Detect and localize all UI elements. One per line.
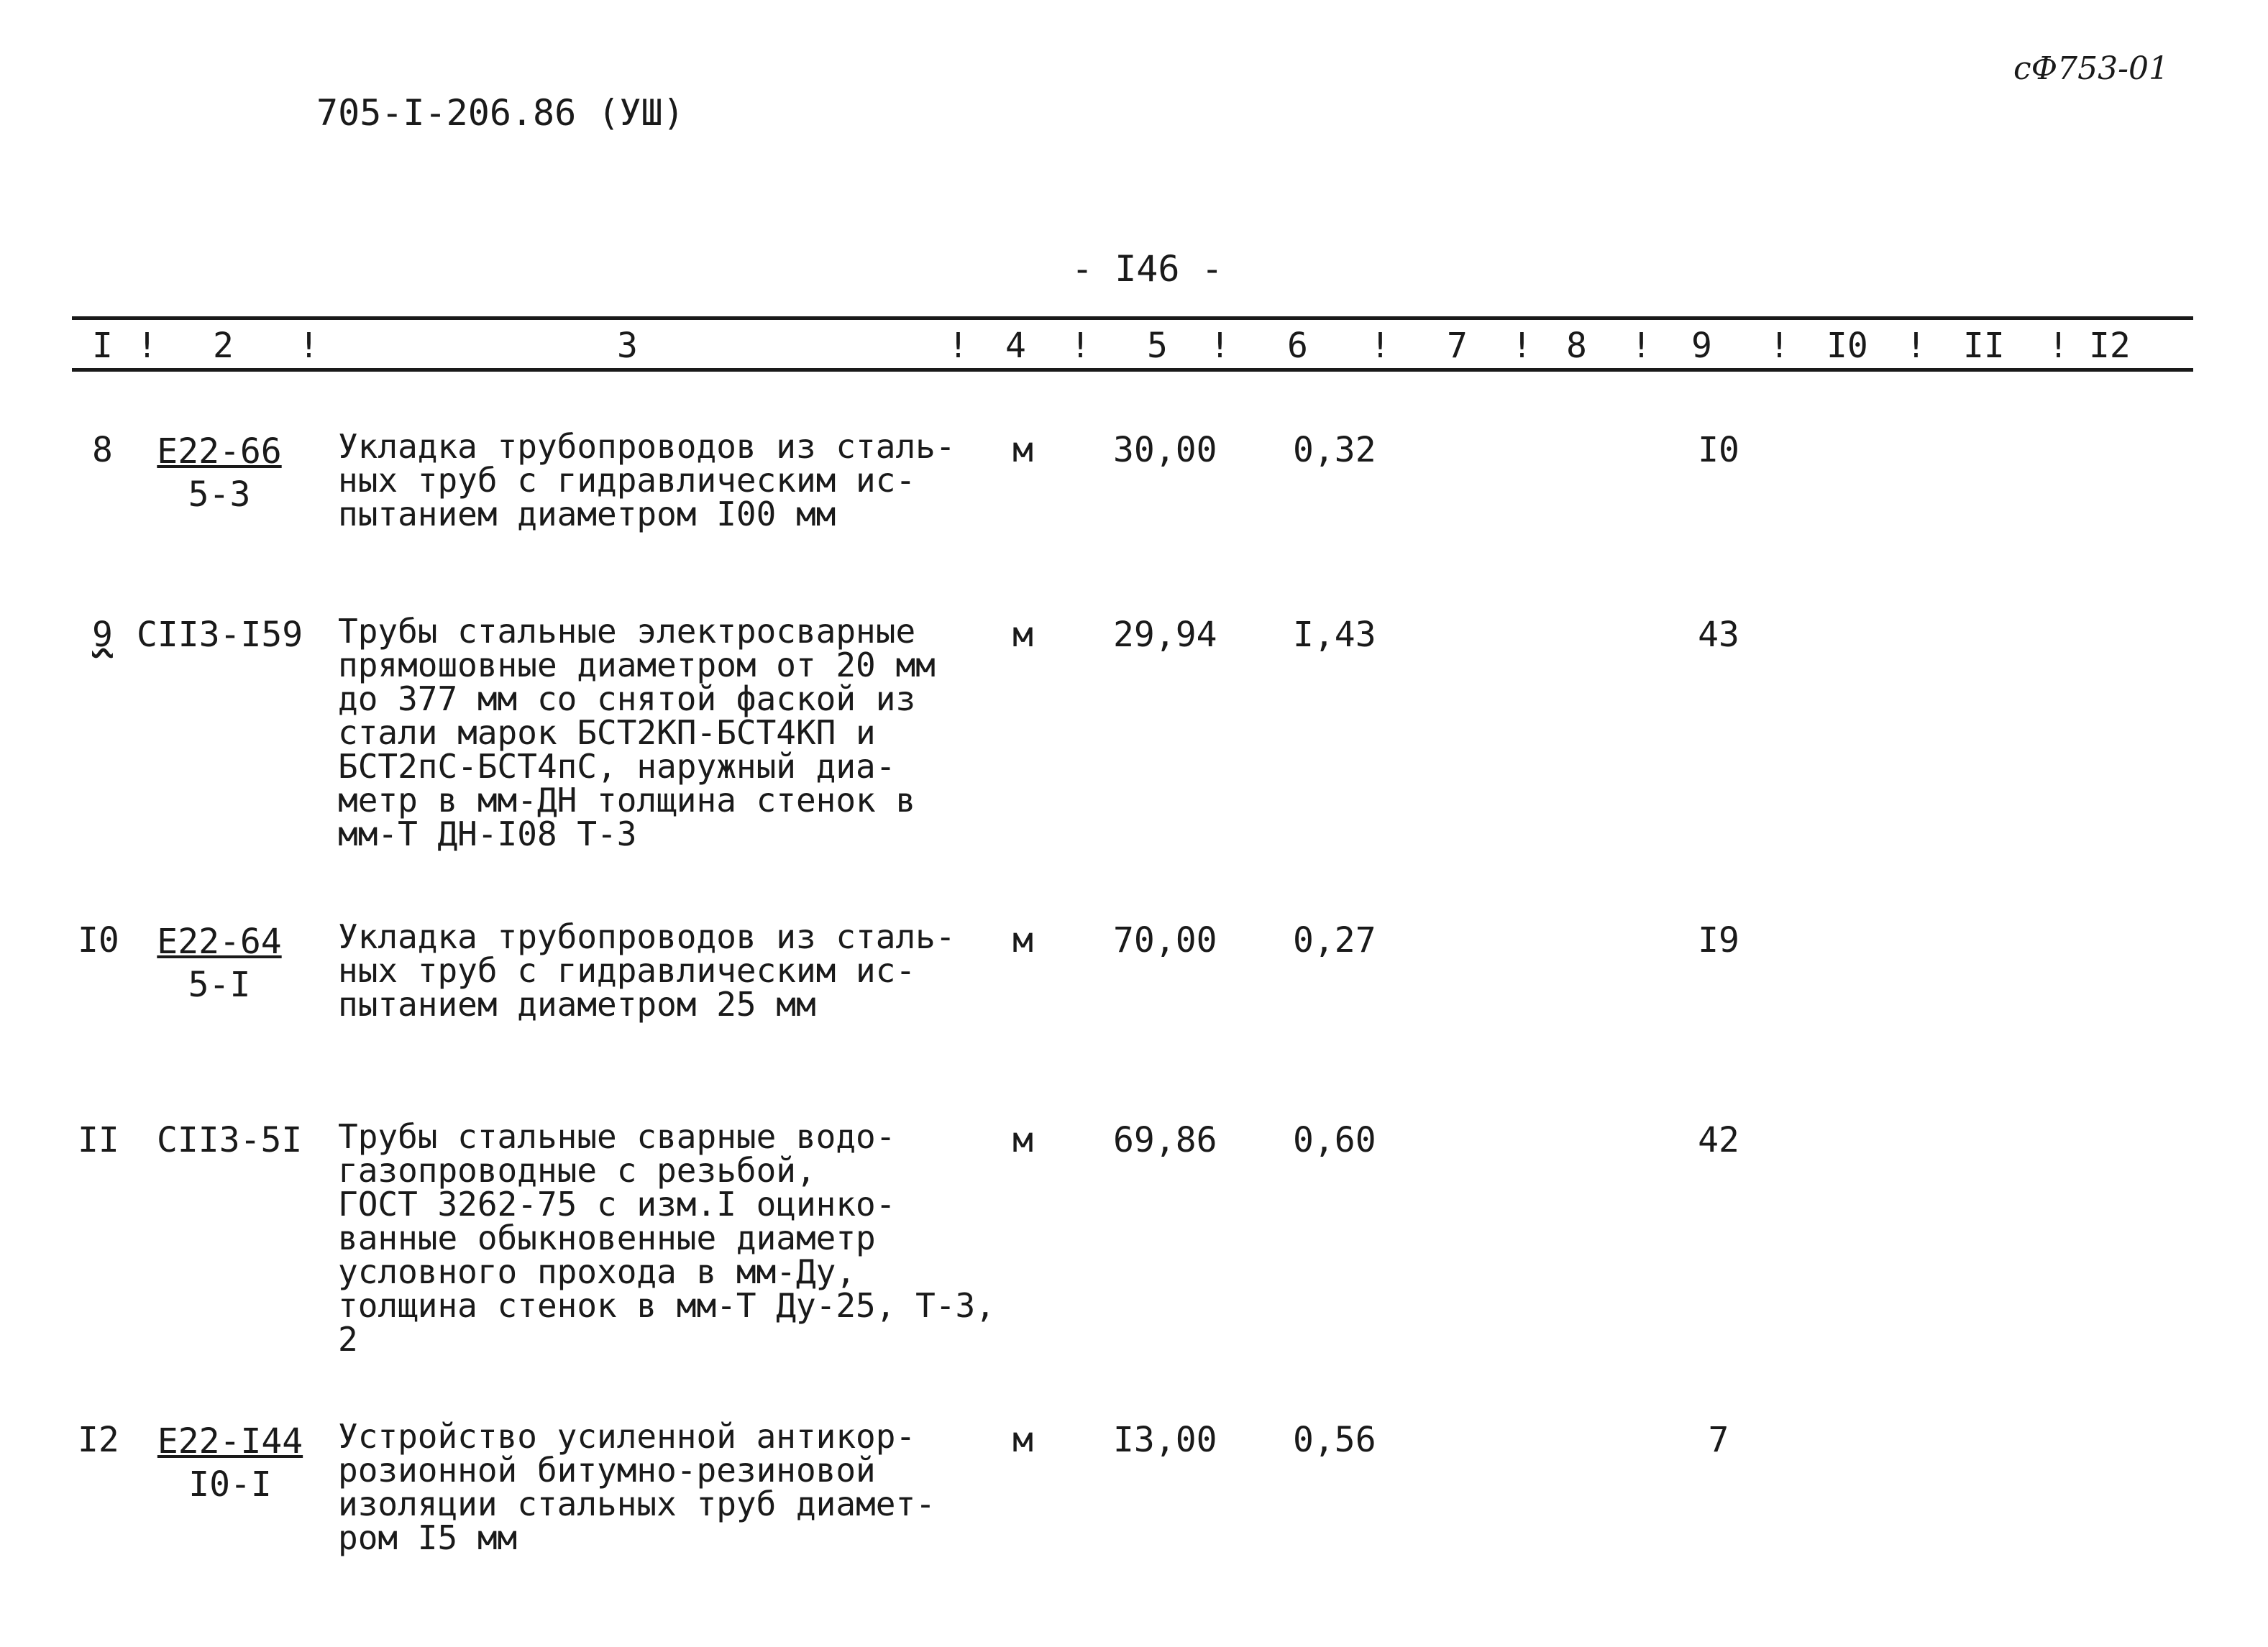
unit-cell: м: [1012, 615, 1033, 655]
column-separator: !: [298, 326, 319, 366]
work-description: [338, 1117, 1028, 1359]
description-line: ных труб с гидравлическим ис-: [338, 951, 916, 990]
row-number: 8: [92, 430, 113, 470]
quantity-cell: 30,00: [1113, 430, 1217, 470]
quantity-cell: 29,94: [1113, 615, 1217, 655]
row-number: I0: [78, 920, 119, 960]
column-separator: !: [2048, 326, 2069, 366]
unit-cell: м: [1012, 920, 1033, 960]
quantity-cell: I3,00: [1113, 1420, 1217, 1460]
column-separator: !: [137, 326, 157, 366]
description-line: толщина стенок в мм-Т Ду-25, Т-3,: [338, 1286, 995, 1325]
description-line: ванные обыкновенные диаметр: [338, 1219, 876, 1257]
column-separator: !: [1210, 326, 1230, 366]
column-header-5: 5: [1147, 326, 1168, 366]
description-line: стали марок БСТ2КП-БСТ4КП и: [338, 713, 876, 752]
column-9-cell: I9: [1698, 920, 1739, 960]
column-header-2: 2: [213, 326, 234, 366]
description-line: до 377 мм со снятой фаской из: [338, 679, 916, 718]
column-6-cell: 0,27: [1293, 920, 1376, 960]
norm-code-bottom: I0-I: [188, 1464, 272, 1505]
description-line: газопроводные с резьбой,: [338, 1151, 816, 1190]
description-line: Укладка трубопроводов из сталь-: [338, 917, 956, 956]
description-line: пытанием диаметром I00 мм: [338, 495, 836, 533]
description-line: Трубы стальные сварные водо-: [338, 1117, 896, 1156]
table-header-bottom-rule: [72, 368, 2193, 372]
quantity-cell: 69,86: [1113, 1120, 1217, 1160]
description-line: 2: [338, 1320, 358, 1359]
column-header-1: I: [92, 326, 113, 366]
column-header-4: 4: [1005, 326, 1026, 366]
work-description: [338, 427, 1028, 533]
unit-cell: м: [1012, 1120, 1033, 1160]
work-description: [338, 917, 1028, 1024]
column-9-cell: 43: [1698, 615, 1739, 655]
description-line: Устройство усиленной антикор-: [338, 1417, 916, 1456]
norm-code-top: E22-64: [157, 922, 282, 962]
description-line: Укладка трубопроводов из сталь-: [338, 427, 956, 466]
column-9-cell: 7: [1708, 1420, 1729, 1460]
description-line: БСТ2пС-БСТ4пС, наружный диа-: [338, 747, 896, 786]
row-number: I2: [78, 1420, 119, 1460]
column-separator: !: [1370, 326, 1391, 366]
description-line: метр в мм-ДН толщина стенок в: [338, 781, 916, 820]
norm-code-top: E22-I44: [157, 1421, 303, 1462]
description-line: Трубы стальные электросварные: [338, 612, 916, 651]
norm-code: CII3-5I: [157, 1120, 303, 1160]
column-separator: !: [1631, 326, 1652, 366]
norm-code: CII3-I59: [137, 615, 303, 655]
row-number: 9: [92, 615, 113, 655]
description-line: пытанием диаметром 25 мм: [338, 985, 816, 1024]
column-header-7: 7: [1447, 326, 1468, 366]
norm-code: [126, 920, 313, 1006]
table-header-top-rule: [72, 316, 2193, 320]
description-line: розионной битумно-резиновой: [338, 1451, 876, 1490]
column-6-cell: 0,32: [1293, 430, 1376, 470]
norm-code: [137, 1420, 324, 1506]
description-line: условного прохода в мм-Ду,: [338, 1252, 856, 1291]
column-header-8: 8: [1566, 326, 1587, 366]
column-header-12: I2: [2089, 326, 2131, 366]
document-code: 705-I-206.86 (УШ): [316, 92, 685, 134]
unit-cell: м: [1012, 1420, 1033, 1460]
column-6-cell: 0,60: [1293, 1120, 1376, 1160]
description-line: ром I5 мм: [338, 1518, 518, 1557]
description-line: прямошовные диаметром от 20 мм: [338, 646, 936, 684]
norm-code-bottom: 5-I: [188, 965, 251, 1005]
quantity-cell: 70,00: [1113, 920, 1217, 960]
page-number: - I46 -: [1071, 248, 1223, 290]
description-line: ных труб с гидравлическим ис-: [338, 461, 916, 500]
norm-code-top: E22-66: [157, 431, 282, 472]
column-9-cell: 42: [1698, 1120, 1739, 1160]
handwritten-sheet-mark: сФ753-01: [2013, 50, 2169, 87]
description-line: ГОСТ 3262-75 с изм.I оцинко-: [338, 1185, 896, 1224]
work-description: [338, 612, 1028, 853]
column-separator: !: [1906, 326, 1926, 366]
column-separator: !: [1769, 326, 1790, 366]
work-description: [338, 1417, 1028, 1557]
column-header-10: I0: [1826, 326, 1868, 366]
column-header-6: 6: [1287, 326, 1308, 366]
column-6-cell: I,43: [1293, 615, 1376, 655]
column-6-cell: 0,56: [1293, 1420, 1376, 1460]
column-9-cell: I0: [1698, 430, 1739, 470]
description-line: изоляции стальных труб диамет-: [338, 1485, 936, 1523]
row-number: II: [78, 1120, 119, 1160]
column-separator: !: [948, 326, 969, 366]
column-header-3: 3: [617, 326, 638, 366]
column-separator: !: [1070, 326, 1091, 366]
norm-code: [126, 430, 313, 516]
unit-cell: м: [1012, 430, 1033, 470]
column-header-11: II: [1963, 326, 2005, 366]
description-line: мм-Т ДН-I08 Т-3: [338, 815, 637, 853]
column-header-9: 9: [1691, 326, 1712, 366]
column-separator: !: [1512, 326, 1532, 366]
norm-code-bottom: 5-3: [188, 474, 251, 515]
